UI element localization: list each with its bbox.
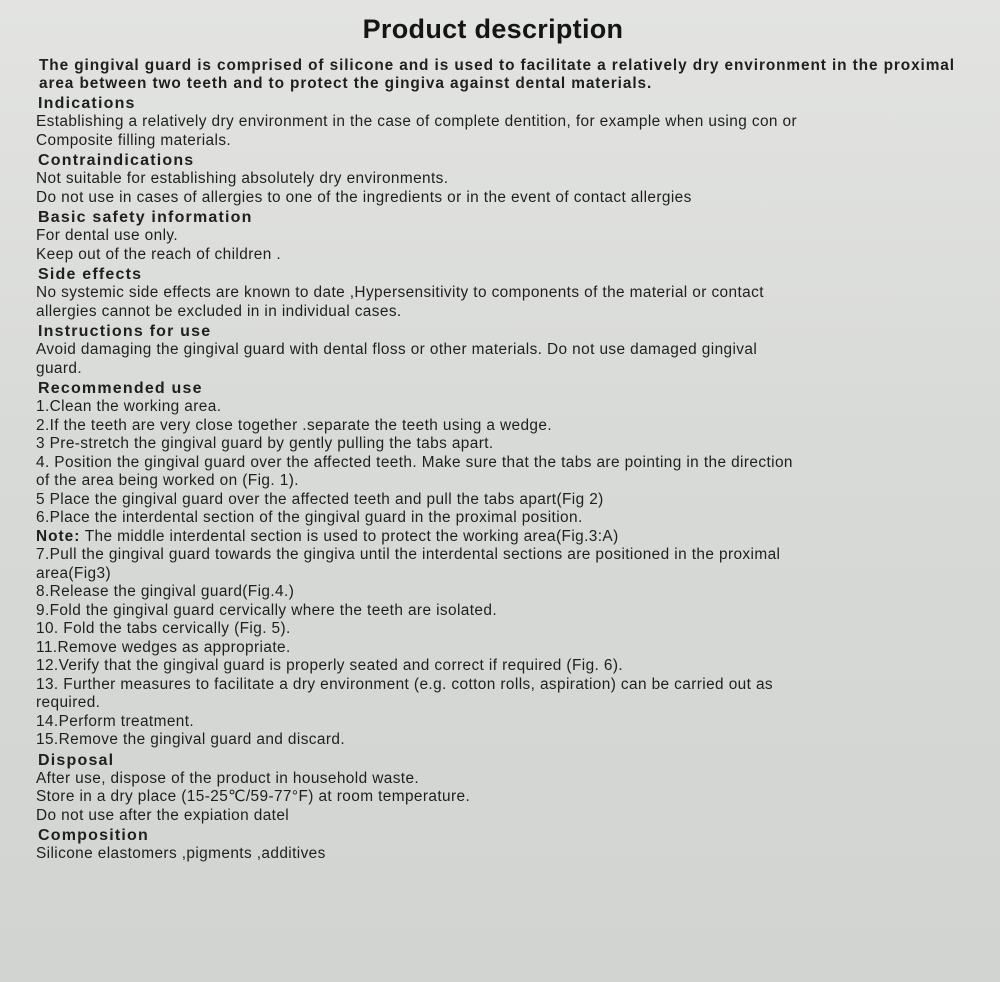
step-line: 13. Further measures to facilitate a dry environment (e.g. cotton rolls, aspiration) can be carried out as: [36, 675, 774, 693]
text-line: Composite filling materials.: [36, 131, 232, 149]
text-line: allergies cannot be excluded in in individual cases.: [36, 302, 402, 320]
step-line: 11.Remove wedges as appropriate.: [36, 638, 291, 656]
text-line: Silicone elastomers ,pigments ,additives: [36, 845, 326, 862]
step-line: 9.Fold the gingival guard cervically where the teeth are isolated.: [36, 601, 498, 619]
section-safety: [36, 208, 960, 264]
section-indications: [36, 94, 960, 150]
text-line: No systemic side effects are known to date ,Hypersensitivity to components of the material or contact: [36, 284, 764, 301]
text-line: Store in a dry place (15-25℃/59-77°F) at room temperature.: [36, 788, 471, 805]
note-label: Note:: [36, 527, 81, 545]
note-line: [36, 528, 960, 547]
section-disposal: [36, 751, 960, 826]
text-line: Not suitable for establishing absolutely dry environments.: [36, 170, 449, 187]
page-title: Product description: [362, 14, 624, 44]
step-line: of the area being worked on (Fig. 1).: [36, 472, 299, 489]
intro-paragraph: The gingival guard is comprised of silicone and is used to facilitate a relatively dry environment in the proximal area between two teeth and to protect the gingiva against dental materials.: [39, 57, 955, 92]
step-line: 4. Position the gingival guard over the affected teeth. Make sure that the tabs are pointing in the direction: [36, 453, 793, 471]
text-line: For dental use only.: [36, 227, 179, 244]
step-line: 6.Place the interdental section of the gingival guard in the proximal position.: [36, 509, 583, 526]
step-line: 5 Place the gingival guard over the affected teeth and pull the tabs apart(Fig 2): [36, 490, 604, 508]
note-text: The middle interdental section is used to protect the working area(Fig.3:A): [80, 527, 619, 545]
text-line: Do not use in cases of allergies to one of the ingredients or in the event of contact allergies: [36, 188, 692, 206]
text-line: Keep out of the reach of children .: [36, 245, 282, 263]
section-heading: Basic safety information: [38, 209, 253, 226]
section-heading: Indications: [38, 95, 136, 112]
section-recommended-use: [36, 379, 960, 750]
section-heading: Side effects: [38, 266, 143, 283]
text-line: Do not use after the expiation datel: [36, 806, 290, 824]
text-line: Avoid damaging the gingival guard with dental floss or other materials. Do not use damaged gingival: [36, 341, 758, 358]
step-line: 2.If the teeth are very close together .separate the teeth using a wedge.: [36, 416, 553, 434]
text-line: Establishing a relatively dry environment in the case of complete dentition, for example when using con or: [36, 113, 798, 130]
step-line: required.: [36, 694, 101, 711]
step-line: 15.Remove the gingival guard and discard.: [36, 731, 346, 748]
step-line: 14.Perform treatment.: [36, 712, 195, 730]
section-heading: Recommended use: [38, 380, 203, 397]
text-line: After use, dispose of the product in household waste.: [36, 769, 420, 787]
section-heading: Composition: [38, 827, 149, 844]
step-line: 8.Release the gingival guard(Fig.4.): [36, 583, 295, 600]
step-line: 10. Fold the tabs cervically (Fig. 5).: [36, 620, 291, 637]
step-line: area(Fig3): [36, 564, 111, 582]
section-composition: [36, 826, 960, 864]
step-line: 1.Clean the working area.: [36, 398, 222, 415]
text-line: guard.: [36, 359, 83, 377]
section-heading: Disposal: [38, 751, 115, 769]
section-contraindications: [36, 151, 960, 207]
step-line: 3 Pre-stretch the gingival guard by gently pulling the tabs apart.: [36, 435, 494, 452]
section-instructions: [36, 322, 960, 378]
section-heading: Instructions for use: [38, 323, 212, 340]
step-line: 12.Verify that the gingival guard is properly seated and correct if required (Fig. 6).: [36, 657, 624, 674]
step-line: 7.Pull the gingival guard towards the gingiva until the interdental sections are positioned in the proximal: [36, 546, 781, 563]
section-side-effects: [36, 265, 960, 321]
section-heading: Contraindications: [38, 152, 195, 169]
